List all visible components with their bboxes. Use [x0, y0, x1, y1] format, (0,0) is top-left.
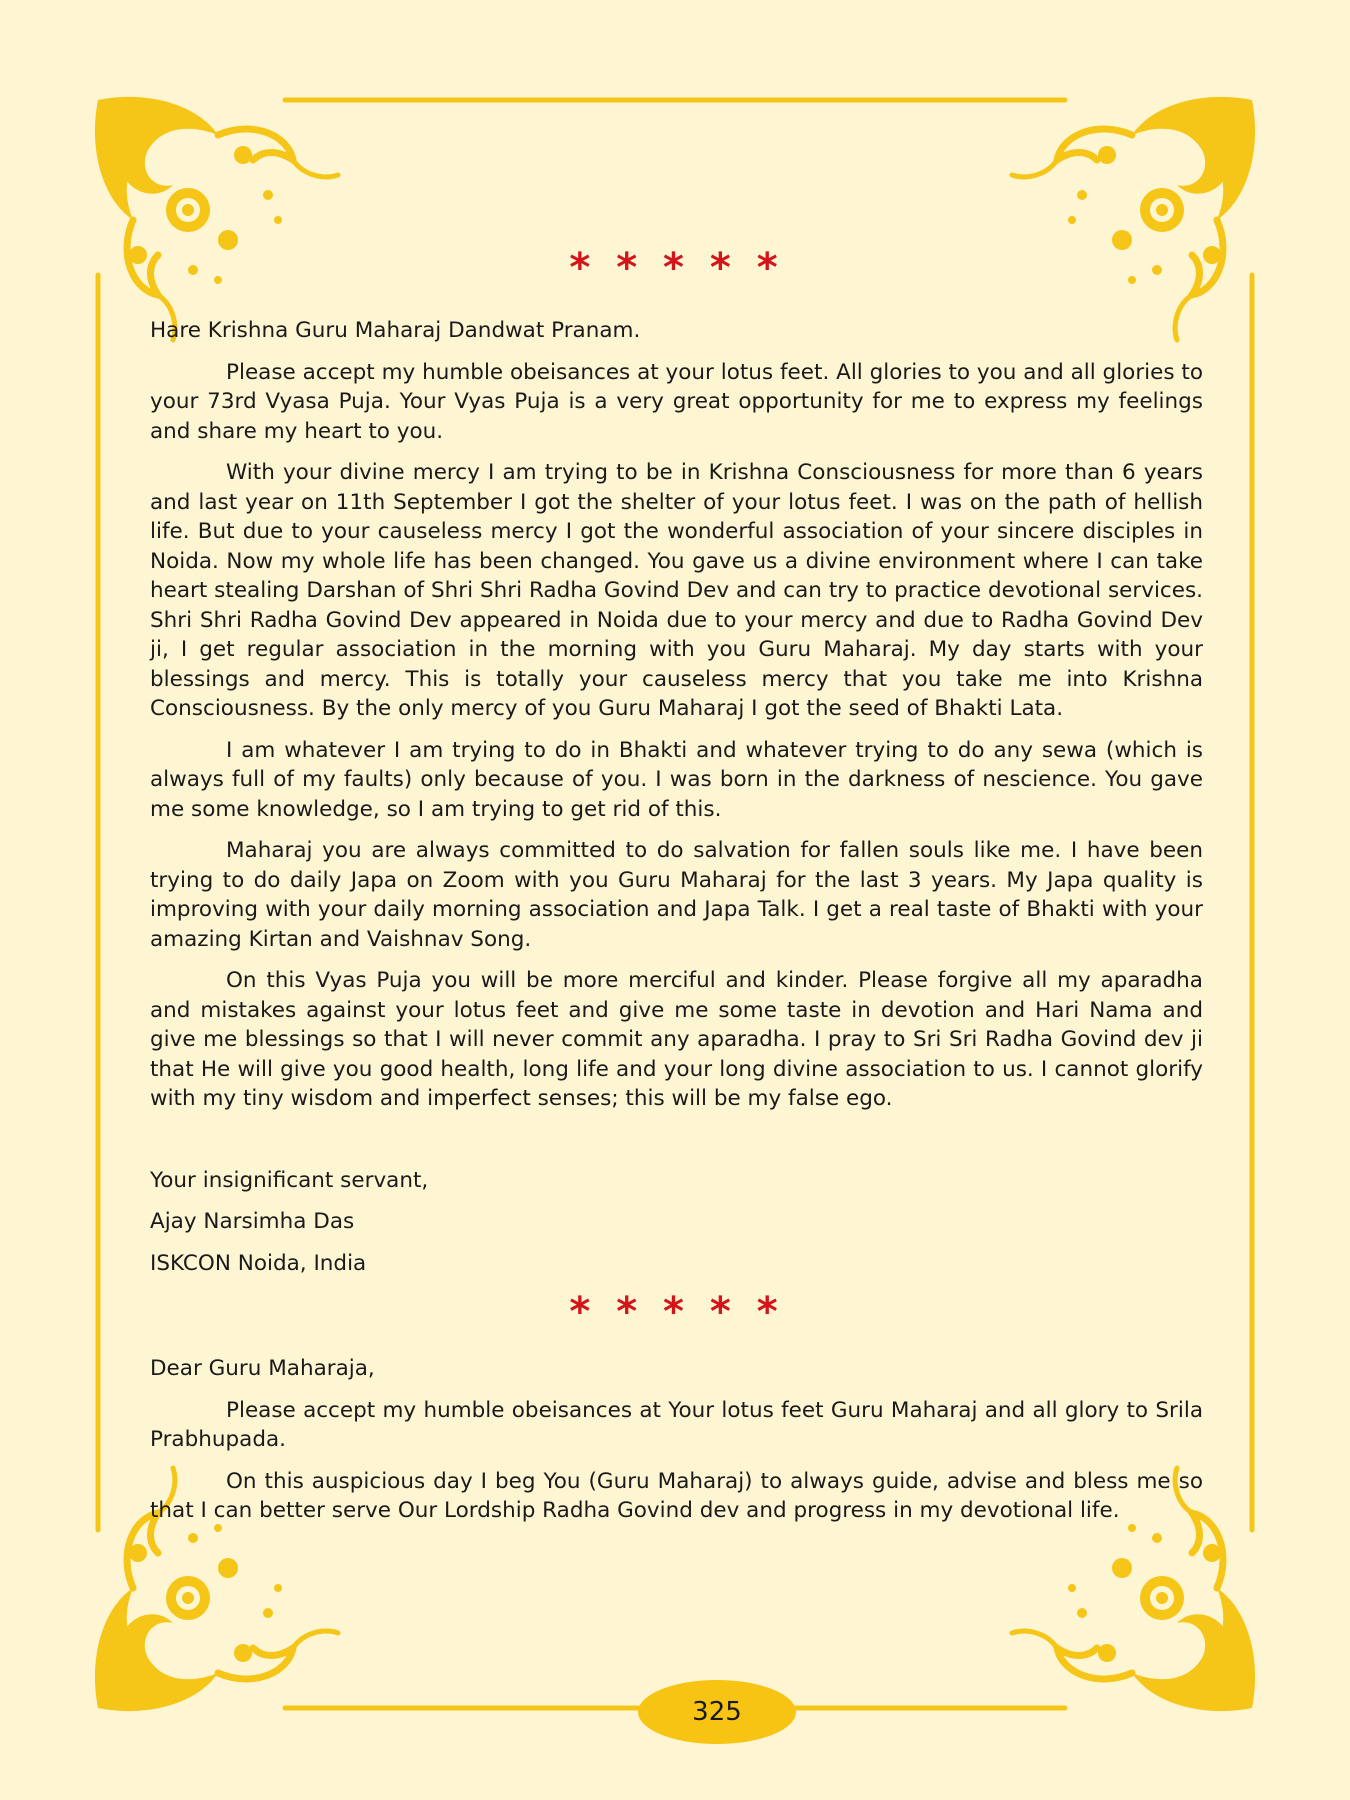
section-separator: * * * * *: [569, 1289, 784, 1335]
page-number: 325: [692, 1697, 742, 1727]
letter-paragraph: On this auspicious day I beg You (Guru Maharaj) to always guide, advise and bless me so that I can better serve Our Lordship Radha Govind dev and progress in my devotional life.: [150, 1468, 1203, 1523]
letter-paragraph: With your divine mercy I am trying to be in Krishna Consciousness for more than 6 years and last year on 11th September I got the shelter of your lotus feet. I was on the path of hellish life. But due to your causeless mercy I got the wonderful association of your sincere disciples in Noida. Now my whole life has been changed. You gave us a divine environment where I can take heart stealing Darshan of Shri Shri Radha Govind Dev and can try to practice devotional services. Shri Shri Radha Govind Dev appeared in Noida due to your mercy and due to Radha Govind Dev ji, I get regular association in the morning with you Guru Maharaj. My day starts with your blessings and mercy. This is totally your causeless mercy that you take me into Krishna Consciousness. By the only mercy of you Guru Maharaj I got the seed of Bhakti Lata.: [150, 460, 1203, 721]
letter-greeting: Dear Guru Maharaja,: [150, 1356, 375, 1381]
letter-paragraph: Maharaj you are always committed to do salvation for fallen souls like me. I have been trying to do daily Japa on Zoom with you Guru Maharaj for the last 3 years. My Japa quality is improving with your daily morning association and Japa Talk. I get a real taste of Bhakti with your amazing Kirtan and Vaishnav Song.: [150, 838, 1203, 952]
author-name: Ajay Narsimha Das: [150, 1209, 355, 1234]
section-separator: * * * * *: [569, 245, 784, 291]
letter-2: [150, 1354, 1203, 1526]
signature-block: [150, 1166, 1203, 1279]
letter-paragraph: I am whatever I am trying to do in Bhakti and whatever trying to do any sewa (which is always full of my faults) only because of you. I was born in the darkness of nescience. You gave me some knowledge, so I am trying to get rid of this.: [150, 737, 1203, 822]
spacer: [150, 1126, 1203, 1166]
page-content: [150, 245, 1203, 1538]
author-location: ISKCON Noida, India: [150, 1250, 367, 1276]
letter-paragraph: Please accept my humble obeisances at your lotus feet. All glories to you and all glories to your 73rd Vyasa Puja. Your Vyas Puja is a very great opportunity for me to express my feelings and share my heart to you.: [150, 359, 1203, 444]
letter-1: [150, 316, 1203, 1278]
closing-line: Your insignificant servant,: [150, 1167, 429, 1193]
letter-paragraph: Please accept my humble obeisances at Your lotus feet Guru Maharaj and all glory to Srila Prabhupada.: [150, 1397, 1203, 1452]
page-number-badge: [638, 1680, 796, 1744]
letter-greeting: Hare Krishna Guru Maharaj Dandwat Pranam.: [150, 318, 641, 343]
letter-paragraph: On this Vyas Puja you will be more merciful and kinder. Please forgive all my aparadha and mistakes against your lotus feet and give me some taste in devotion and Hari Nama and give me blessings so that I will never commit any aparadha. I pray to Sri Sri Radha Govind dev ji that He will give you good health, long life and your long divine association to us. I cannot glorify with my tiny wisdom and imperfect senses; this will be my false ego.: [150, 968, 1203, 1111]
